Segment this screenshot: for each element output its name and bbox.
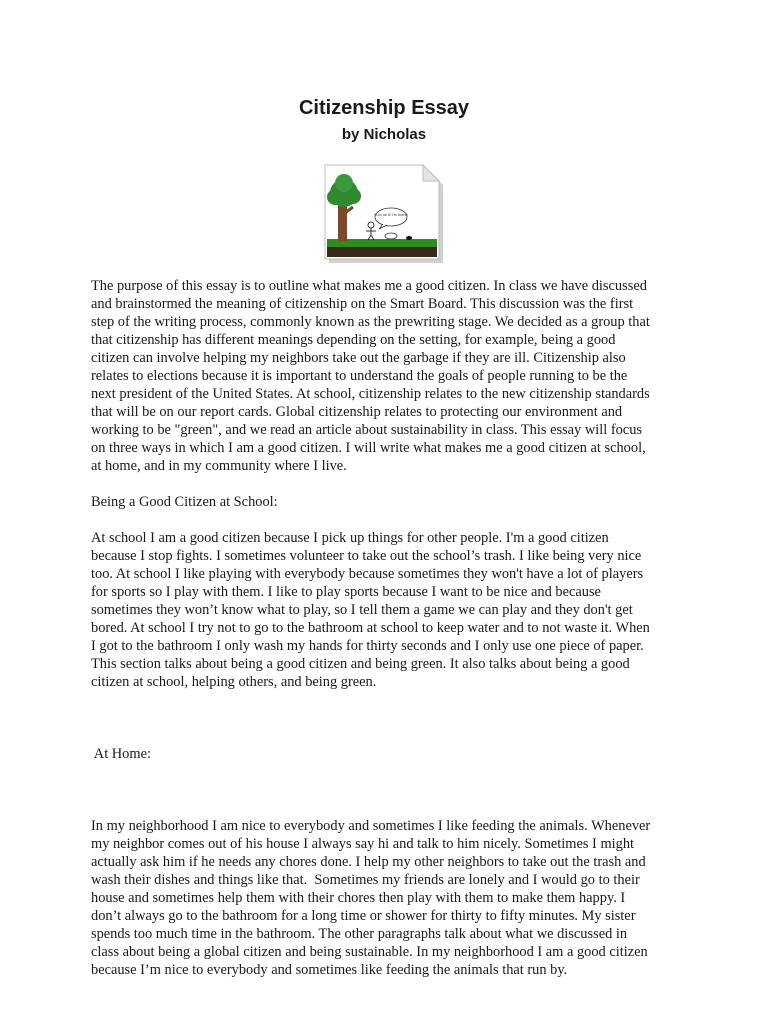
tree-and-figure-drawing-icon [323, 163, 445, 263]
text-line: don’t always go to the bathroom for a long time or shower for thirty to fifty minutes. My sister [91, 908, 636, 924]
text-line: step of the writing process, commonly known as the prewriting stage. We decided as a group that [91, 314, 650, 330]
text-line: wash their dishes and things like that. Sometimes my friends are lonely and I would go to their [91, 872, 640, 888]
text-line: because I’m nice to everybody and sometimes like feeding the animals that run by. [91, 962, 568, 978]
text-line: that will be on our report cards. Global citizenship relates to protecting our environment and [91, 404, 623, 420]
text-line: sometimes they won’t know what to play, so I tell them a game we can play and they don't get [91, 602, 633, 618]
school-paragraph [91, 529, 685, 691]
section-heading-home [91, 709, 685, 799]
text-line: and brainstormed the meaning of citizenship on the Smart Board. This discussion was the first [91, 296, 634, 312]
essay-body [91, 277, 685, 997]
text-line: spends too much time in the bathroom. The other paragraphs talk about what we discussed in [91, 926, 628, 942]
text-line: working to be "green", and we read an article about sustainability in class. This essay will focus [91, 422, 642, 438]
text-line: next president of the United States. At school, citizenship relates to the new citizenship standards [91, 386, 650, 402]
text-line: citizen at school, helping others, and being green. [91, 674, 377, 690]
text-line: I got to the bathroom I only wash my hands for thirty seconds and I only use one piece of paper. [91, 638, 644, 654]
text-line: bored. At school I try not to go to the bathroom at school to keep water and to not waste it. When [91, 620, 650, 636]
text-line: relates to elections because it is important to understand the goals of people running to be the [91, 368, 628, 384]
text-line: The purpose of this essay is to outline what makes me a good citizen. In class we have discussed [91, 278, 647, 294]
intro-paragraph [91, 277, 685, 475]
text-line: citizen can involve helping my neighbors take out the garbage if they are ill. Citizenship also [91, 350, 626, 366]
text-line: that citizenship has different meanings depending on the setting, for example, being a good [91, 332, 616, 348]
text-line: for sports so I play with them. I like to play sports because I want to be nice and because [91, 584, 601, 600]
essay-illustration [323, 163, 445, 263]
text-line: Being a Good Citizen at School: [91, 494, 278, 510]
document-title: Citizenship Essay [298, 97, 470, 119]
text-line: my neighbor comes out of his house I always say hi and talk to him nicely. Sometimes I might [91, 836, 635, 852]
text-line: at home, and in my community where I live. [91, 458, 347, 474]
document-byline: by Nicholas [341, 126, 427, 143]
text-line: In my neighborhood I am nice to everybody and sometimes I like feeding the animals. Whenever [91, 818, 651, 834]
home-paragraph [91, 817, 685, 979]
text-line: At school I am a good citizen because I pick up things for other people. I'm a good citizen [91, 530, 609, 546]
text-line: house and sometimes help them with their chores then play with them to make them happy. I [91, 890, 626, 906]
section-heading-school [91, 493, 685, 511]
text-line: This section talks about being a good citizen and being green. It also talks about being a good [91, 656, 630, 672]
speech-bubble-text: I can do it! I'm better [374, 213, 408, 217]
text-line: because I stop fights. I sometimes volunteer to take out the school’s trash. I like being very nice [91, 548, 642, 564]
text-line: on three ways in which I am a good citizen. I will write what makes me a good citizen at school, [91, 440, 646, 456]
text-line: actually ask him if he needs any chores done. I help my other neighbors to take out the trash and [91, 854, 646, 870]
text-line: too. At school I like playing with everybody because sometimes they won't have a lot of players [91, 566, 644, 582]
text-line: class about being a global citizen and being sustainable. In my neighborhood I am a good citizen [91, 944, 648, 960]
text-line: At Home: [91, 746, 151, 762]
